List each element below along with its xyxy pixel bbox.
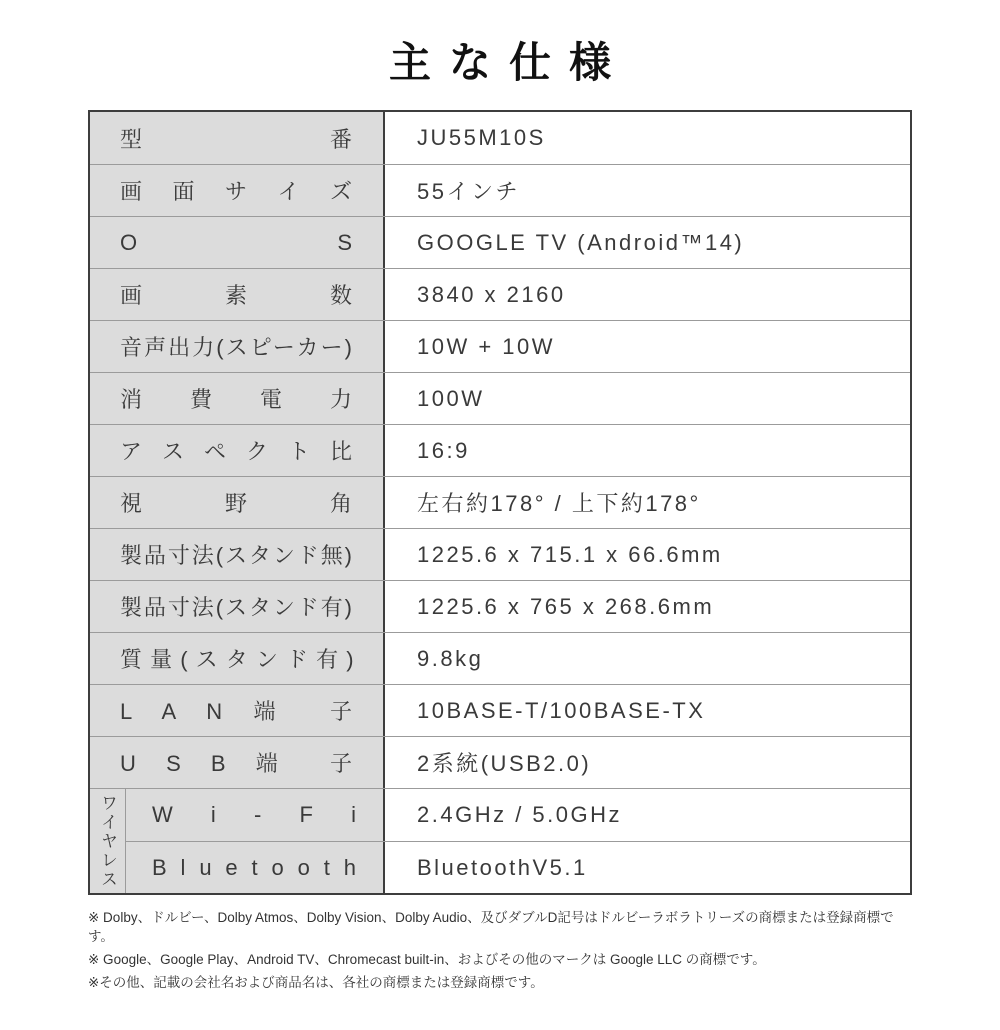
spec-row-screen-size xyxy=(90,164,910,216)
spec-row-viewing-angle xyxy=(90,476,910,528)
spec-row-aspect-ratio xyxy=(90,424,910,476)
spec-table xyxy=(88,110,912,895)
spec-label-viewing-angle xyxy=(90,477,385,528)
spec-label-text: 視 野 角 xyxy=(120,491,353,516)
spec-value-os: GOOGLE TV (Android™14) xyxy=(417,229,745,255)
spec-value-screen-size: 55インチ xyxy=(417,179,520,204)
spec-label-text: 音声出力(スピーカー) xyxy=(120,335,353,360)
spec-label-text: 質 量 ( ス タ ン ド 有 ) xyxy=(120,647,355,672)
spec-label-audio-output xyxy=(90,321,385,372)
spec-label-text: O S xyxy=(120,229,353,255)
spec-row-lan-port xyxy=(90,684,910,736)
spec-row-resolution xyxy=(90,268,910,320)
spec-row-weight xyxy=(90,632,910,684)
spec-label-text: 画 素 数 xyxy=(120,283,353,308)
spec-value-usb-port: 2系統(USB2.0) xyxy=(417,751,592,776)
spec-label-lan-port xyxy=(90,685,385,736)
spec-row-audio-output xyxy=(90,320,910,372)
spec-row-wifi xyxy=(126,789,910,841)
spec-row-os xyxy=(90,216,910,268)
spec-value-wifi: 2.4GHz / 5.0GHz xyxy=(417,802,623,827)
spec-label-dimensions-no-stand xyxy=(90,529,385,580)
spec-value-dimensions-with-stand: 1225.6 x 765 x 268.6mm xyxy=(417,593,715,619)
spec-label-text: 製品寸法(スタンド無) xyxy=(120,543,353,568)
spec-value-audio-output: 10W + 10W xyxy=(417,333,556,359)
spec-label-bluetooth xyxy=(126,842,385,893)
spec-row-power-consumption xyxy=(90,372,910,424)
footnote-other: ※その他、記載の会社名および商品名は、各社の商標または登録商標です。 xyxy=(88,974,544,990)
spec-label-text: L A N 端 子 xyxy=(120,699,353,724)
trademark-footnotes xyxy=(88,909,912,993)
footnote-google: ※ Google、Google Play、Android TV、Chromecast built-in、およびその他のマークは Google LLC の商標です。 xyxy=(88,951,766,967)
spec-value-dimensions-no-stand: 1225.6 x 715.1 x 66.6mm xyxy=(417,541,723,567)
spec-label-os xyxy=(90,217,385,268)
spec-label-aspect-ratio xyxy=(90,425,385,476)
spec-label-wifi xyxy=(126,789,385,841)
wireless-rows xyxy=(126,789,910,893)
spec-row-dimensions-no-stand xyxy=(90,528,910,580)
spec-value-aspect-ratio: 16:9 xyxy=(417,437,470,463)
spec-row-model xyxy=(90,112,910,164)
spec-label-resolution xyxy=(90,269,385,320)
spec-row-bluetooth xyxy=(126,841,910,893)
spec-value-weight: 9.8kg xyxy=(417,645,484,671)
spec-value-model: JU55M10S xyxy=(417,125,546,150)
spec-value-resolution: 3840 x 2160 xyxy=(417,281,566,307)
spec-label-text: 消 費 電 力 xyxy=(120,387,353,412)
spec-label-text: 製品寸法(スタンド有) xyxy=(120,595,353,620)
spec-label-text: ア ス ペ ク ト 比 xyxy=(120,439,353,464)
spec-label-model xyxy=(90,112,385,164)
footnote-dolby: ※ Dolby、ドルビー、Dolby Atmos、Dolby Vision、Dolby Audio、及びダブルD記号はドルビーラボラトリーズの商標または登録商標です。 xyxy=(88,910,894,944)
spec-label-text: W i - F i xyxy=(152,802,357,827)
spec-label-usb-port xyxy=(90,737,385,788)
spec-value-lan-port: 10BASE-T/100BASE-TX xyxy=(417,697,706,723)
spec-label-text: 型 番 xyxy=(120,126,353,152)
spec-label-text: U S B 端 子 xyxy=(120,751,353,776)
wireless-section xyxy=(90,788,910,893)
wireless-group-label xyxy=(90,789,126,893)
page-title: 主な仕様 xyxy=(388,38,629,87)
wireless-group-label-text: ワイヤレス xyxy=(98,793,117,889)
spec-label-power-consumption xyxy=(90,373,385,424)
spec-row-dimensions-with-stand xyxy=(90,580,910,632)
spec-label-screen-size xyxy=(90,165,385,216)
spec-label-weight xyxy=(90,633,385,684)
spec-row-usb-port xyxy=(90,736,910,788)
spec-value-power-consumption: 100W xyxy=(417,385,485,411)
spec-label-dimensions-with-stand xyxy=(90,581,385,632)
spec-label-text: B l u e t o o t h xyxy=(152,854,357,880)
spec-value-bluetooth: BluetoothV5.1 xyxy=(417,854,588,880)
spec-label-text: 画 面 サ イ ズ xyxy=(120,179,353,204)
spec-value-viewing-angle: 左右約178° / 上下約178° xyxy=(417,491,701,516)
